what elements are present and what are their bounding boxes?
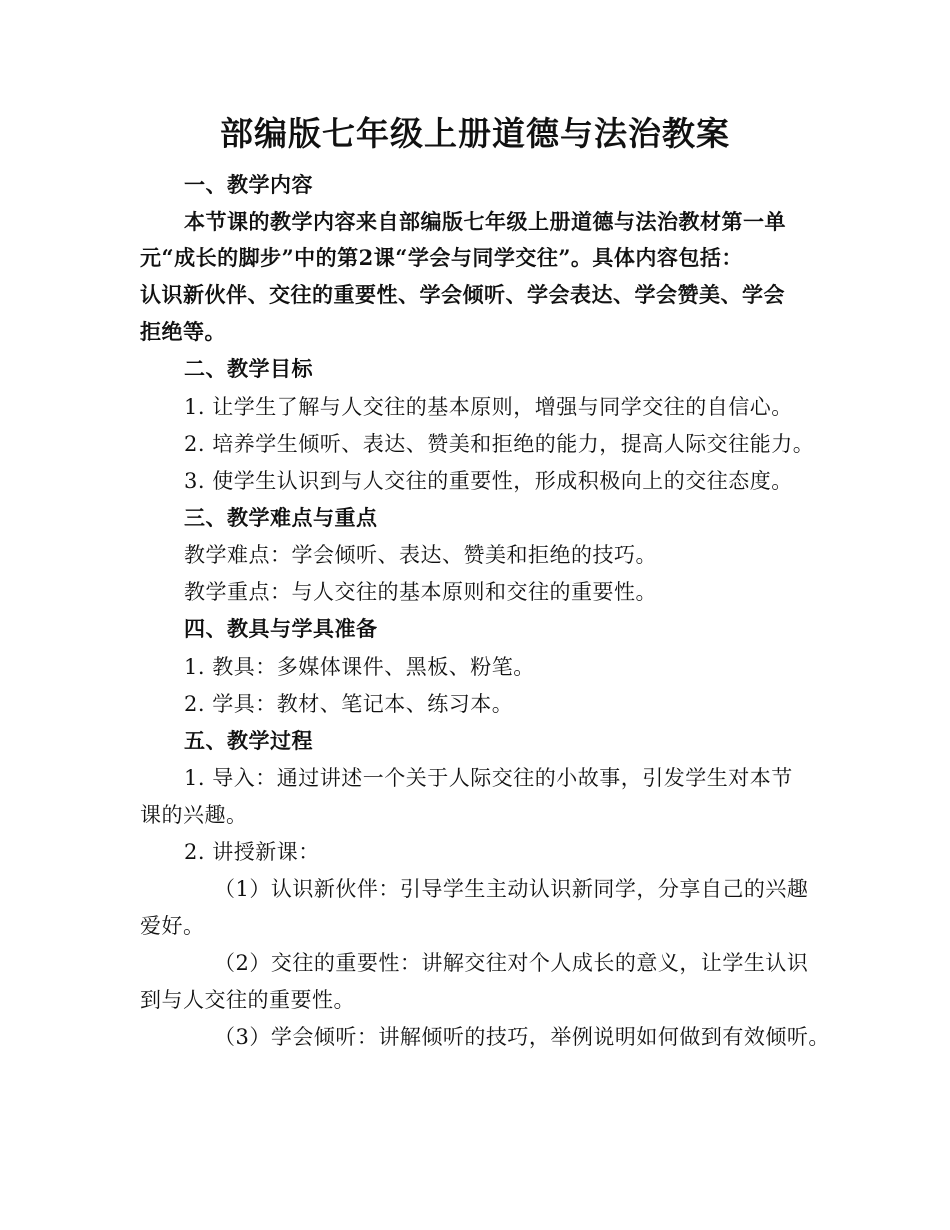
section-heading-materials: 四、教具与学具准备	[184, 616, 378, 641]
section-heading-process: 五、教学过程	[184, 728, 313, 753]
difficult-point: 教学难点：学会倾听、表达、赞美和拒绝的技巧。	[184, 543, 657, 567]
material-item: 1. 教具：多媒体课件、黑板、粉笔。	[184, 655, 535, 679]
process-substep-line: （3）学会倾听：讲解倾听的技巧，举例说明如何做到有效倾听。	[214, 1025, 830, 1049]
process-substep-line: 到与人交往的重要性。	[140, 988, 355, 1012]
content-paragraph-line: 本节课的教学内容来自部编版七年级上册道德与法治教材第一单	[184, 209, 786, 234]
content-paragraph-line: 拒绝等。	[140, 319, 226, 344]
process-substep-line: 爱好。	[140, 914, 205, 938]
key-point: 教学重点：与人交往的基本原则和交往的重要性。	[184, 580, 657, 604]
process-step-line: 1. 导入：通过讲述一个关于人际交往的小故事，引发学生对本节	[184, 766, 793, 790]
section-heading-difficulty: 三、教学难点与重点	[184, 505, 378, 530]
content-paragraph-line: 认识新伙伴、交往的重要性、学会倾听、学会表达、学会赞美、学会	[140, 282, 785, 307]
process-step: 2. 讲授新课：	[184, 840, 320, 864]
section-heading-goals: 二、教学目标	[184, 356, 313, 381]
process-substep-line: （2）交往的重要性：讲解交往对个人成长的意义，让学生认识	[214, 951, 809, 975]
process-step-line: 课的兴趣。	[140, 803, 248, 827]
goal-item: 1. 让学生了解与人交往的基本原则，增强与同学交往的自信心。	[184, 395, 793, 419]
goal-item: 3. 使学生认识到与人交往的重要性，形成积极向上的交往态度。	[184, 469, 793, 493]
process-substep-line: （1）认识新伙伴：引导学生主动认识新同学，分享自己的兴趣	[214, 877, 809, 901]
section-heading-content: 一、教学内容	[184, 172, 313, 197]
goal-item: 2. 培养学生倾听、表达、赞美和拒绝的能力，提高人际交往能力。	[184, 432, 815, 456]
material-item: 2. 学具：教材、笔记本、练习本。	[184, 692, 514, 716]
document-title: 部编版七年级上册道德与法治教案	[220, 114, 730, 153]
content-paragraph-line: 元“成长的脚步”中的第2课“学会与同学交往”。具体内容包括：	[140, 245, 743, 270]
